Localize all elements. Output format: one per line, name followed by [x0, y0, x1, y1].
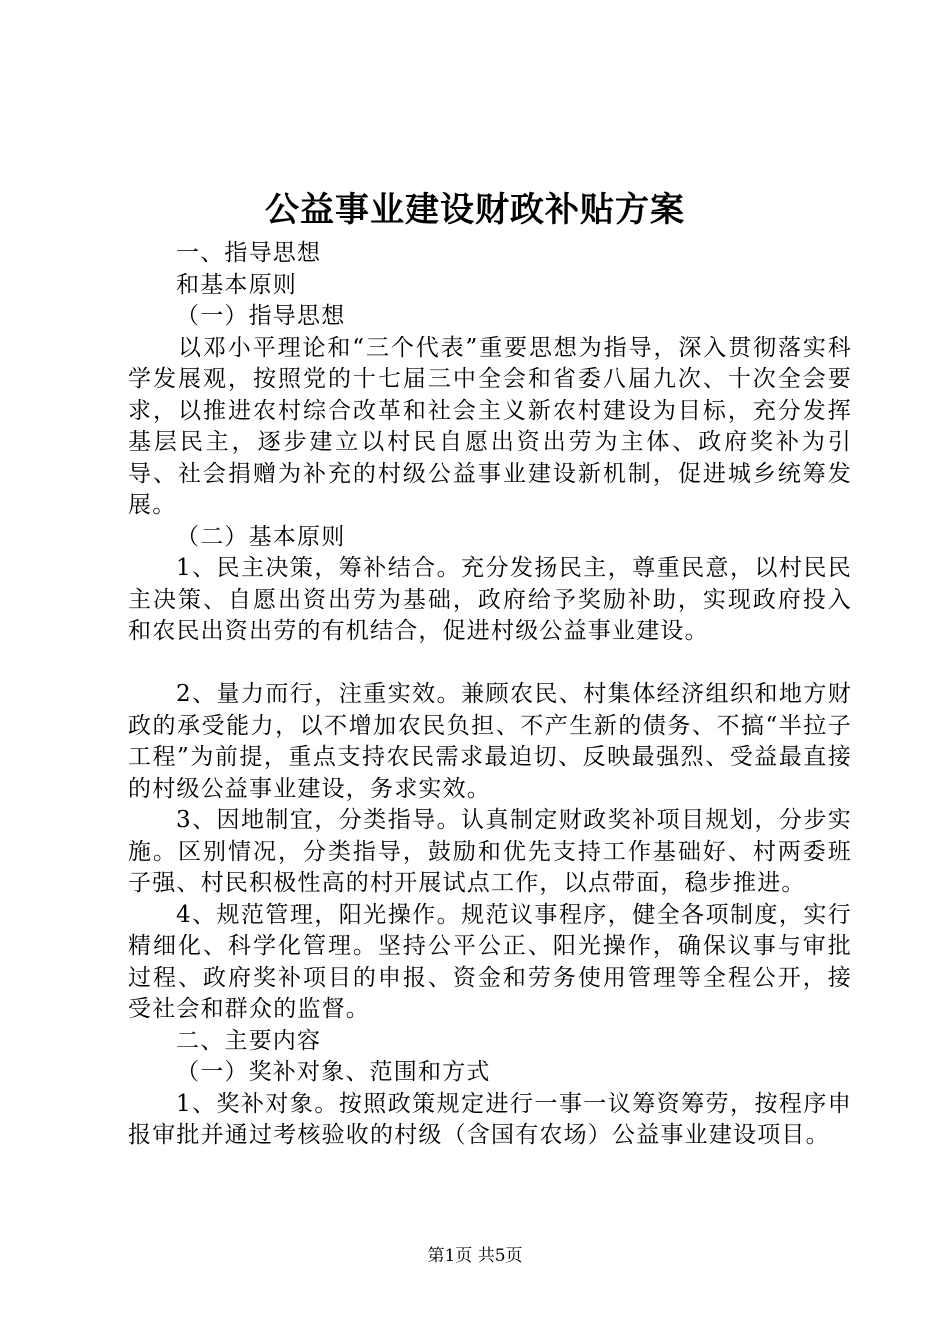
subsection-heading-1-1: （一）指导思想	[176, 303, 346, 329]
paragraph-spacer	[128, 648, 852, 680]
paragraph-subsidy-target: 1、奖补对象。按照政策规定进行一事一议筹资筹劳，按程序申报审批并通过考核验收的村级（含国有农场）公益事业建设项目。	[128, 1090, 852, 1148]
document-body	[128, 238, 852, 1152]
document-title: 公益事业建设财政补贴方案	[265, 190, 685, 230]
paragraph-principle-4: 4、规范管理，阳光操作。规范议事程序，健全各项制度，实行精细化、科学化管理。坚持公平公正、阳光操作，确保议事与审批过程、政府奖补项目的申报、资金和劳务使用管理等全程公开，接受社会和群众的监督。	[128, 901, 852, 1022]
paragraph-principle-3: 3、因地制宜，分类指导。认真制定财政奖补项目规划，分步实施。区别情况，分类指导，鼓励和优先支持工作基础好、村两委班子强、村民积极性高的村开展试点工作，以点带面，稳步推进。	[128, 807, 852, 896]
page-number-footer: 第1页 共5页	[427, 1246, 523, 1266]
section-heading-2: 二、主要内容	[176, 1027, 322, 1054]
paragraph-principle-2: 2、量力而行，注重实效。兼顾农民、村集体经济组织和地方财政的承受能力，以不增加农民负担、不产生新的债务、不搞“半拉子工程”为前提，重点支持农民需求最迫切、反映最强烈、受益最直接的村级公益事业建设，务求实效。	[128, 681, 852, 802]
subsection-heading-1-2: （二）基本原则	[176, 523, 346, 550]
subsection-heading-2-1: （一）奖补对象、范围和方式	[176, 1059, 491, 1085]
section-heading-1: 一、指导思想	[176, 240, 322, 266]
paragraph-guiding-thought: 以邓小平理论和“三个代表”重要思想为指导，深入贯彻落实科学发展观，按照党的十七届三中全会和省委八届九次、十次全会要求，以推进农村综合改革和社会主义新农村建设为目标，充分发挥基层民主，逐步建立以村民自愿出资出劳为主体、政府奖补为引导、社会捐赠为补充的村级公益事业建设新机制，促进城乡统筹发展。	[128, 334, 852, 518]
section-heading-1-cont: 和基本原则	[176, 271, 297, 298]
paragraph-principle-1: 1、民主决策，筹补结合。充分发扬民主，尊重民意，以村民民主决策、自愿出资出劳为基础，政府给予奖励补助，实现政府投入和农民出资出劳的有机结合，促进村级公益事业建设。	[128, 555, 852, 644]
